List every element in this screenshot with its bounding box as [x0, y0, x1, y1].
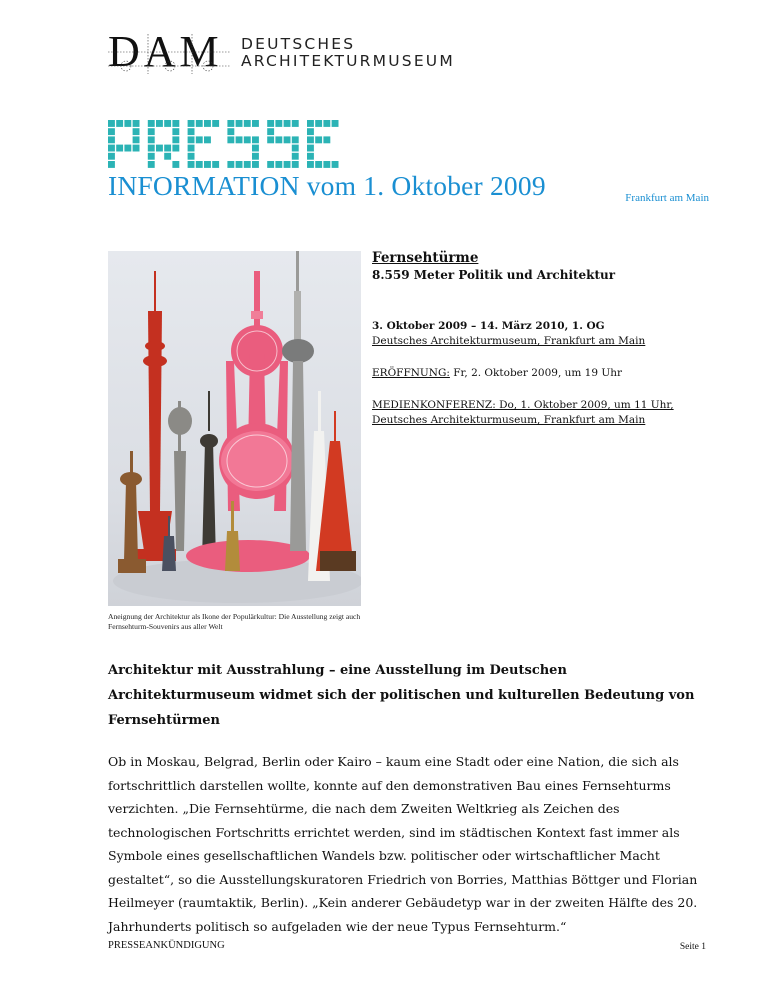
presse-pixel	[252, 153, 259, 160]
body-paragraph	[108, 750, 718, 938]
presse-pixel	[204, 161, 211, 168]
presse-pixel	[244, 161, 251, 168]
presse-pixel	[315, 120, 322, 127]
presse-pixel	[133, 136, 140, 143]
presse-pixel	[188, 161, 195, 168]
presse-pixel	[267, 161, 274, 168]
souvenir-towers-illustration	[108, 251, 361, 606]
presse-wordmark	[108, 120, 352, 170]
presse-pixel	[292, 145, 299, 152]
presse-pixel	[252, 161, 259, 168]
presse-pixel	[236, 120, 243, 127]
lead-line: Architektur mit Ausstrahlung – eine Ausstellung im Deutschen	[108, 663, 567, 678]
exhibition-subtitle: 8.559 Meter Politik und Architektur	[372, 268, 616, 282]
museum-name-line1: DEUTSCHES	[241, 35, 356, 53]
presse-pixel	[275, 161, 282, 168]
presse-pixel	[108, 161, 115, 168]
presse-pixel	[148, 136, 155, 143]
presse-pixel	[252, 145, 259, 152]
lead-line: Architekturmuseum widmet sich der politischen und kulturellen Bedeutung von	[108, 688, 695, 703]
presse-pixel	[188, 145, 195, 152]
presse-pixel	[284, 161, 291, 168]
opening-label: ERÖFFNUNG:	[372, 367, 450, 379]
exhibition-title: Fernsehtürme	[372, 250, 479, 266]
presse-pixel	[116, 120, 123, 127]
presse-pixel	[172, 128, 179, 135]
presse-pixel	[275, 120, 282, 127]
logo-construction-lines	[108, 27, 230, 76]
body-line: Heilmeyer (raumtaktik, Berlin). „Kein anderer Gebäudetyp war in der zweiten Hälfte des 20.	[108, 895, 698, 910]
presse-pixel	[164, 145, 171, 152]
presse-pixel	[244, 120, 251, 127]
press-info-title: INFORMATION vom 1. Oktober 2009	[108, 170, 546, 201]
presse-pixel	[164, 153, 171, 160]
presse-pixel	[108, 153, 115, 160]
presse-pixel	[267, 136, 274, 143]
presse-pixel	[108, 145, 115, 152]
presse-pixel	[196, 136, 203, 143]
presse-pixel	[315, 136, 322, 143]
logo-letters: DAM	[108, 27, 223, 76]
body-line: Jahrhunderts politisch so aufgeladen wie der neue Typus Fernsehturm.“	[108, 918, 567, 934]
presse-pixel	[267, 128, 274, 135]
presse-pixel	[188, 136, 195, 143]
presse-pixel	[156, 120, 163, 127]
presse-pixel	[172, 145, 179, 152]
presse-pixel	[108, 136, 115, 143]
presse-pixel	[307, 128, 314, 135]
presse-pixel	[227, 128, 234, 135]
presse-pixel	[323, 161, 330, 168]
body-line: technologischen Fortschritts errichtet werden, sind im städtischen Kontext fast immer als	[108, 824, 680, 840]
presse-pixel	[284, 120, 291, 127]
presse-pixel	[124, 145, 131, 152]
presse-pixel	[156, 145, 163, 152]
exhibition-dates: 3. Oktober 2009 – 14. März 2010, 1. OG	[372, 320, 605, 332]
museum-name	[241, 36, 455, 70]
presse-pixel	[212, 120, 219, 127]
presse-pixel	[188, 128, 195, 135]
presse-pixel	[196, 120, 203, 127]
presse-pixel	[148, 161, 155, 168]
presse-pixel	[172, 120, 179, 127]
lead-line: Fernsehtürmen	[108, 713, 220, 728]
presse-pixel	[307, 145, 314, 152]
presse-pixel	[267, 120, 274, 127]
presse-pixel	[108, 128, 115, 135]
presse-pixel	[236, 136, 243, 143]
presse-pixel	[164, 120, 171, 127]
lead-paragraph	[108, 658, 718, 733]
presse-pixel	[252, 136, 259, 143]
body-line: Ob in Moskau, Belgrad, Berlin oder Kairo – kaum eine Stadt oder eine Nation, die sich als	[108, 754, 679, 769]
body-line: gestaltet“, so die Ausstellungskuratoren Friedrich von Borries, Matthias Böttger und Florian	[108, 871, 698, 887]
presse-pixel	[307, 153, 314, 160]
press-conference-line1: MEDIENKONFERENZ: Do, 1. Oktober 2009, um 11 Uhr,	[372, 399, 674, 411]
presse-pixel	[307, 136, 314, 143]
presse-pixel	[332, 120, 339, 127]
presse-pixel	[292, 153, 299, 160]
museum-name-line2: ARCHITEKTURMUSEUM	[241, 52, 455, 70]
presse-pixel	[204, 120, 211, 127]
body-line: verzichten. „Die Fernsehtürme, die nach dem Zweiten Weltkrieg als Zeichen des	[108, 801, 620, 816]
presse-pixel	[284, 136, 291, 143]
presse-pixel	[212, 161, 219, 168]
presse-pixel	[252, 120, 259, 127]
footer-label: PRESSEANKÜNDIGUNG	[108, 940, 225, 951]
presse-pixel	[172, 161, 179, 168]
location: Frankfurt am Main	[625, 192, 709, 204]
presse-pixel	[148, 153, 155, 160]
presse-pixel	[133, 120, 140, 127]
photo-caption: Aneignung der Architektur als Ikone der Populärkultur: Die Ausstellung zeigt auch Fernsehturm-Souvenirs aus aller Welt	[108, 612, 361, 631]
presse-pixel	[227, 136, 234, 143]
presse-pixel	[188, 120, 195, 127]
presse-pixel	[148, 120, 155, 127]
presse-pixel	[188, 153, 195, 160]
presse-pixel	[307, 161, 314, 168]
presse-pixel	[204, 136, 211, 143]
presse-pixel	[227, 161, 234, 168]
presse-pixel	[133, 145, 140, 152]
opening-info	[372, 367, 622, 379]
presse-pixel	[332, 161, 339, 168]
presse-pixel	[292, 120, 299, 127]
presse-pixel	[244, 136, 251, 143]
exhibition-venue: Deutsches Architekturmuseum, Frankfurt am Main	[372, 335, 646, 347]
presse-pixel	[148, 145, 155, 152]
press-conference-line2: Deutsches Architekturmuseum, Frankfurt am Main	[372, 414, 646, 426]
presse-pixel	[275, 136, 282, 143]
tv-tower-souvenirs-photo	[108, 251, 361, 606]
body-line: fortschrittlich darstellen wollte, konnte auf den demonstrativen Bau eines Fernsehturms	[108, 777, 671, 793]
presse-pixel	[227, 120, 234, 127]
presse-pixel	[236, 161, 243, 168]
presse-pixel	[108, 120, 115, 127]
presse-pixel	[307, 120, 314, 127]
presse-pixel	[323, 136, 330, 143]
presse-pixel	[116, 145, 123, 152]
presse-pixel	[133, 128, 140, 135]
presse-pixel	[292, 136, 299, 143]
page-number: Seite 1	[679, 942, 706, 952]
presse-pixel	[172, 136, 179, 143]
presse-pixel	[196, 161, 203, 168]
presse-pixel	[292, 161, 299, 168]
opening-text: Fr, 2. Oktober 2009, um 19 Uhr	[449, 367, 623, 379]
presse-pixel	[148, 128, 155, 135]
presse-pixel	[124, 120, 131, 127]
body-line: Symbole eines gesellschaftlichen Wandels bzw. politischer oder wirtschaftlicher Macht	[108, 848, 660, 863]
presse-pixel	[323, 120, 330, 127]
presse-pixel	[315, 161, 322, 168]
